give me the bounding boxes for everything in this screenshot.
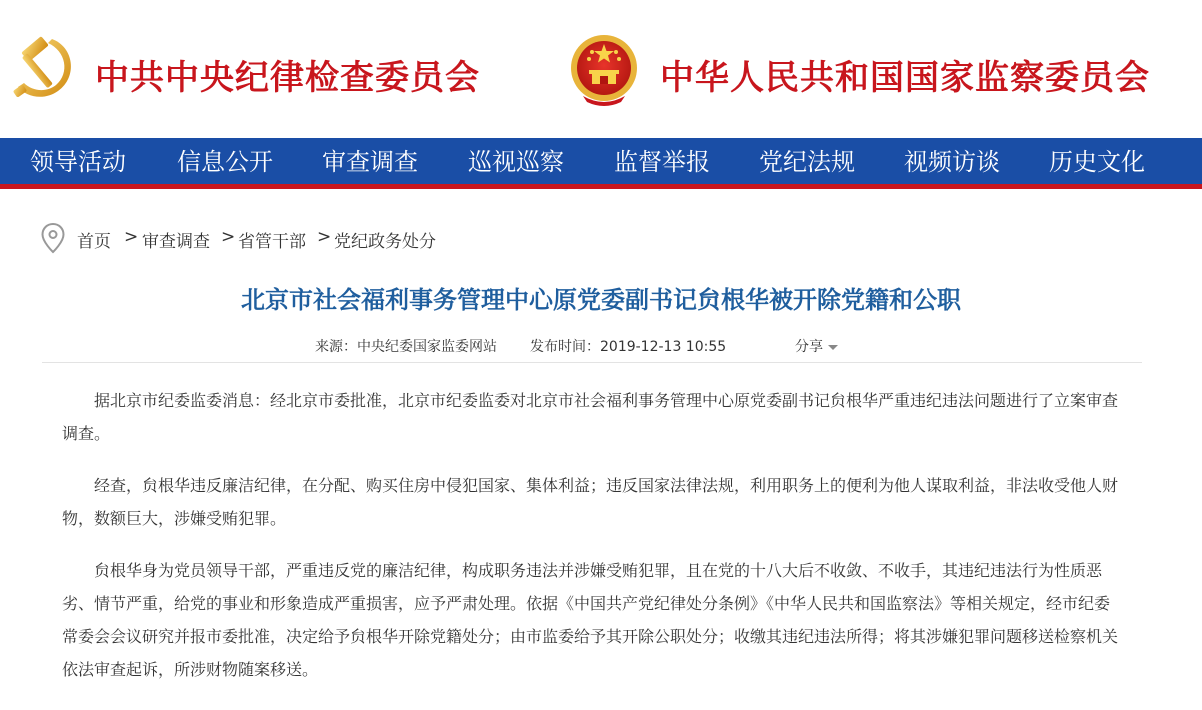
site-header [0, 0, 1202, 138]
national-emblem-icon[interactable] [567, 30, 641, 108]
location-pin-icon [40, 222, 66, 254]
share-label: 分享 [795, 339, 823, 355]
nav-item-video[interactable]: 视频访谈 [904, 148, 1000, 176]
nav-item-leadership[interactable]: 领导活动 [30, 148, 126, 176]
breadcrumb-home[interactable]: 首页 [77, 232, 111, 252]
nav-item-report[interactable]: 监督举报 [614, 148, 710, 176]
article-publish-time: 发布时间：2019-12-13 10:55 [530, 339, 727, 355]
breadcrumb-separator: > [124, 227, 139, 247]
article-source: 来源：中央纪委国家监委网站 [315, 339, 497, 355]
party-emblem-icon[interactable] [8, 33, 80, 105]
ccdi-title[interactable]: 中共中央纪律检查委员会 [95, 58, 480, 98]
divider [42, 362, 1142, 363]
main-nav [0, 138, 1202, 189]
article-paragraph: 据北京市纪委监委消息：经北京市委批准，北京市纪委监委对北京市社会福利事务管理中心原党委副书记贠根华严重违纪违法问题进行了立案审查调查。 [62, 391, 1119, 443]
share-button[interactable] [795, 336, 838, 356]
nav-item-disclosure[interactable]: 信息公开 [177, 148, 273, 176]
breadcrumb-separator: > [317, 227, 332, 247]
breadcrumb-separator: > [221, 227, 236, 247]
breadcrumb-provincial-cadres[interactable]: 省管干部 [238, 232, 306, 252]
nav-item-inspection[interactable]: 巡视巡察 [468, 148, 564, 176]
article-paragraph: 经查，贠根华违反廉洁纪律，在分配、购买住房中侵犯国家、集体利益；违反国家法律法规，利用职务上的便利为他人谋取利益，非法收受他人财物，数额巨大，涉嫌受贿犯罪。 [62, 476, 1119, 528]
nav-item-regulations[interactable]: 党纪法规 [759, 148, 855, 176]
nav-item-investigation[interactable]: 审查调查 [322, 148, 418, 176]
article-paragraph: 贠根华身为党员领导干部，严重违反党的廉洁纪律，构成职务违法并涉嫌受贿犯罪，且在党的十八大后不收敛、不收手，其违纪违法行为性质恶劣、情节严重，给党的事业和形象造成严重损害，应予严肃处理。依据《中国共产党纪律处分条例》《中华人民共和国监察法》等相关规定，经市纪委常委会会议研究并报市委批准，决定给予贠根华开除党籍处分；由市监委给予其开除公职处分；收缴其违纪违法所得；将其涉嫌犯罪问题移送检察机关依法审查起诉，所涉财物随案移送。 [62, 561, 1119, 679]
nsc-title[interactable]: 中华人民共和国国家监察委员会 [660, 58, 1150, 98]
breadcrumb-disciplinary-action[interactable]: 党纪政务处分 [334, 232, 436, 252]
chevron-down-icon [828, 345, 838, 350]
article-title: 北京市社会福利事务管理中心原党委副书记贠根华被开除党籍和公职 [241, 286, 961, 314]
nav-item-history[interactable]: 历史文化 [1049, 148, 1145, 176]
breadcrumb-investigation[interactable]: 审查调查 [142, 232, 210, 252]
